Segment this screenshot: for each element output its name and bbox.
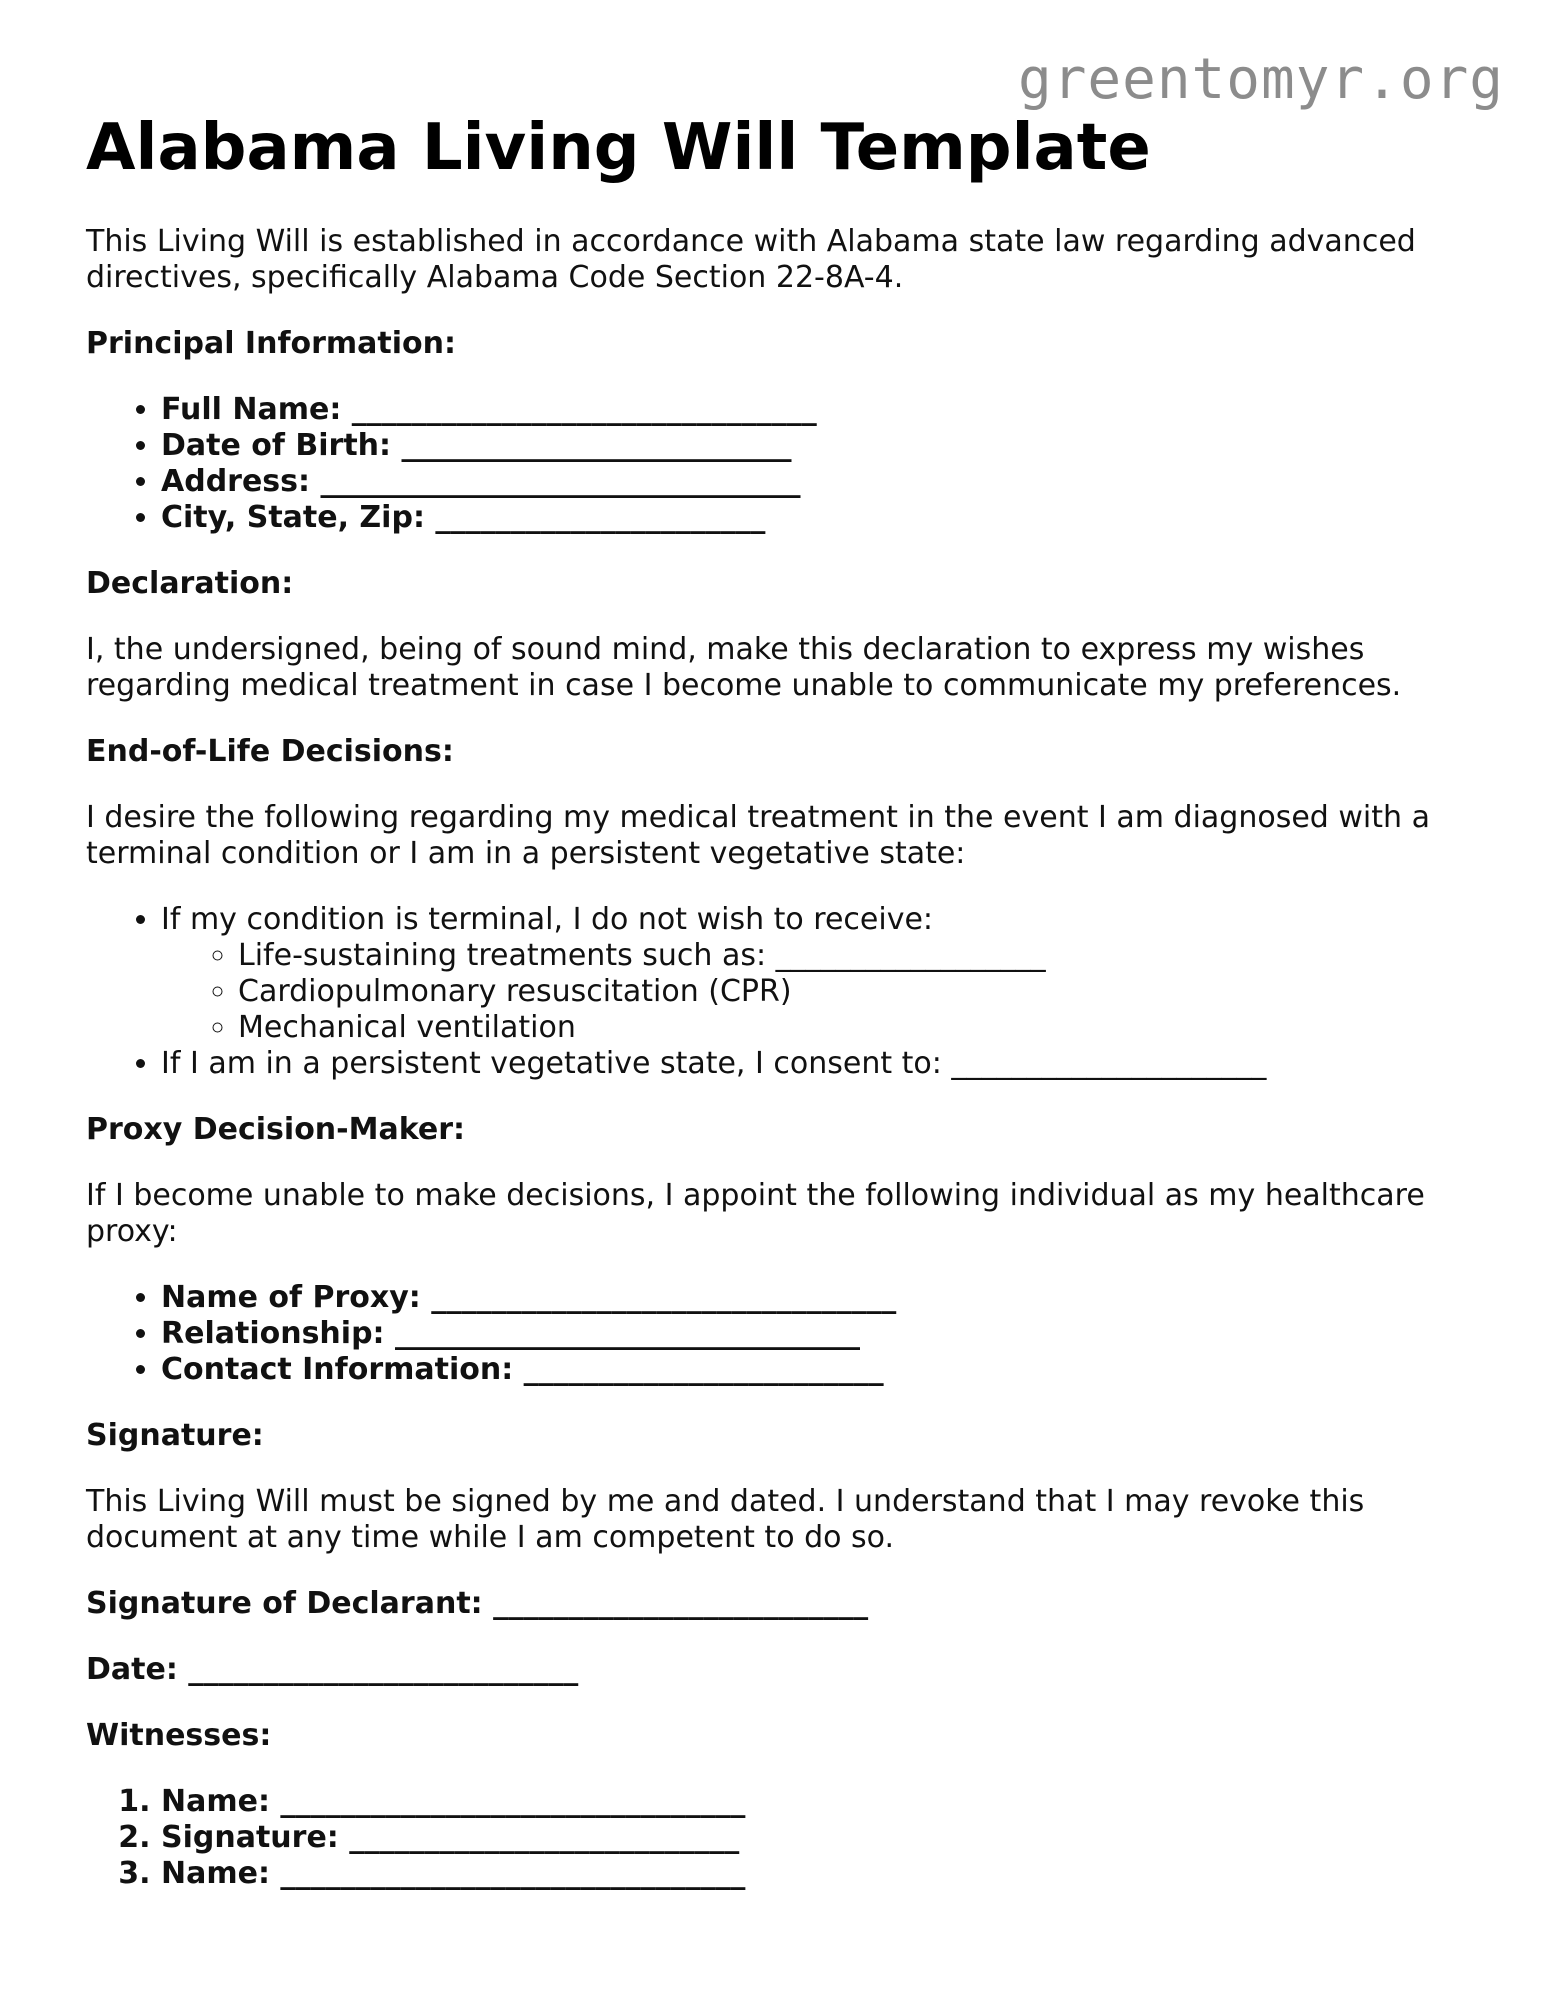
- proxy-fields: [86, 1280, 1486, 1388]
- field-label: Signature of Declarant:: [86, 1586, 483, 1621]
- date-blank[interactable]: __________________________: [188, 1652, 579, 1687]
- signature-paragraph: This Living Will must be signed by me and dated. I understand that I may revoke this document at any time while I am competent to do so.: [86, 1484, 1365, 1555]
- relationship-field: [161, 1316, 1486, 1352]
- city-state-zip-field: [161, 500, 1486, 536]
- address-field: [161, 464, 1486, 500]
- terminal-condition-text: If my condition is terminal, I do not wish to receive:: [161, 902, 934, 937]
- declarant-signature-blank[interactable]: _________________________: [493, 1586, 869, 1621]
- proxy-name-blank[interactable]: _______________________________: [431, 1280, 897, 1315]
- declaration-paragraph: I, the undersigned, being of sound mind, make this declaration to express my wishes regarding medical treatment in case I become unable to communicate my preferences.: [86, 632, 1402, 703]
- page-title: Alabama Living Will Template: [86, 111, 1151, 185]
- list-item: [161, 902, 1486, 1046]
- principal-heading: Principal Information:: [86, 326, 457, 361]
- witnesses-list: [86, 1784, 1486, 1892]
- proxy-name-field: [161, 1280, 1486, 1316]
- field-label: Name:: [161, 1784, 270, 1819]
- declaration-heading: Declaration:: [86, 566, 294, 601]
- list-item: ◦ Cardiopulmonary resuscitation (CPR): [238, 974, 1486, 1010]
- proxy-heading: Proxy Decision-Maker:: [86, 1112, 465, 1147]
- declarant-signature-field: [86, 1586, 1486, 1622]
- field-label: Signature:: [161, 1820, 339, 1855]
- field-label: Full Name:: [161, 392, 342, 427]
- full-name-field: [161, 392, 1486, 428]
- full-name-blank[interactable]: _______________________________: [351, 392, 817, 427]
- contact-information-field: [161, 1352, 1486, 1388]
- signature-heading: Signature:: [86, 1418, 264, 1453]
- witness-name-field: [161, 1856, 1486, 1892]
- field-label: Date of Birth:: [161, 428, 392, 463]
- watermark: greentomyr.org: [1017, 47, 1504, 112]
- field-label: Address:: [161, 464, 311, 499]
- relationship-blank[interactable]: _______________________________: [395, 1316, 860, 1351]
- end-of-life-paragraph: I desire the following regarding my medical treatment in the event I am diagnosed with a terminal condition or I am in a persistent vegetative state:: [86, 800, 1430, 871]
- witness-signature-field: [161, 1820, 1486, 1856]
- field-label: Date:: [86, 1652, 178, 1687]
- address-blank[interactable]: ________________________________: [320, 464, 801, 499]
- field-label: Contact Information:: [161, 1352, 514, 1387]
- date-field: [86, 1652, 1486, 1688]
- date-of-birth-blank[interactable]: __________________________: [401, 428, 792, 463]
- treatment-sublist: [161, 938, 1486, 1046]
- city-state-zip-blank[interactable]: ______________________: [435, 500, 766, 535]
- principal-fields: [86, 392, 1486, 536]
- proxy-paragraph: If I become unable to make decisions, I appoint the following individual as my healthcare proxy:: [86, 1178, 1425, 1249]
- witness-name-field: [161, 1784, 1486, 1820]
- date-of-birth-field: [161, 428, 1486, 464]
- list-item[interactable]: ◦ Life-sustaining treatments such as: __________________: [238, 938, 1486, 974]
- document-page: [86, 108, 1486, 1922]
- witnesses-heading: Witnesses:: [86, 1718, 272, 1753]
- list-item[interactable]: • If I am in a persistent vegetative state, I consent to: _____________________: [161, 1046, 1486, 1082]
- intro-paragraph: This Living Will is established in accordance with Alabama state law regarding advanced directives, specifically Alabama Code Section 22-8A-4.: [86, 224, 1416, 295]
- witness-name-blank[interactable]: _______________________________: [280, 1784, 746, 1819]
- field-label: Name of Proxy:: [161, 1280, 421, 1315]
- witness-signature-blank[interactable]: __________________________: [349, 1820, 740, 1855]
- end-of-life-list: [86, 902, 1486, 1082]
- contact-information-blank[interactable]: ________________________: [523, 1352, 884, 1387]
- list-item: ◦ Mechanical ventilation: [238, 1010, 1486, 1046]
- end-of-life-heading: End-of-Life Decisions:: [86, 734, 454, 769]
- witness-name-blank[interactable]: _______________________________: [280, 1856, 746, 1891]
- field-label: Name:: [161, 1856, 270, 1891]
- field-label: City, State, Zip:: [161, 500, 425, 535]
- field-label: Relationship:: [161, 1316, 385, 1351]
